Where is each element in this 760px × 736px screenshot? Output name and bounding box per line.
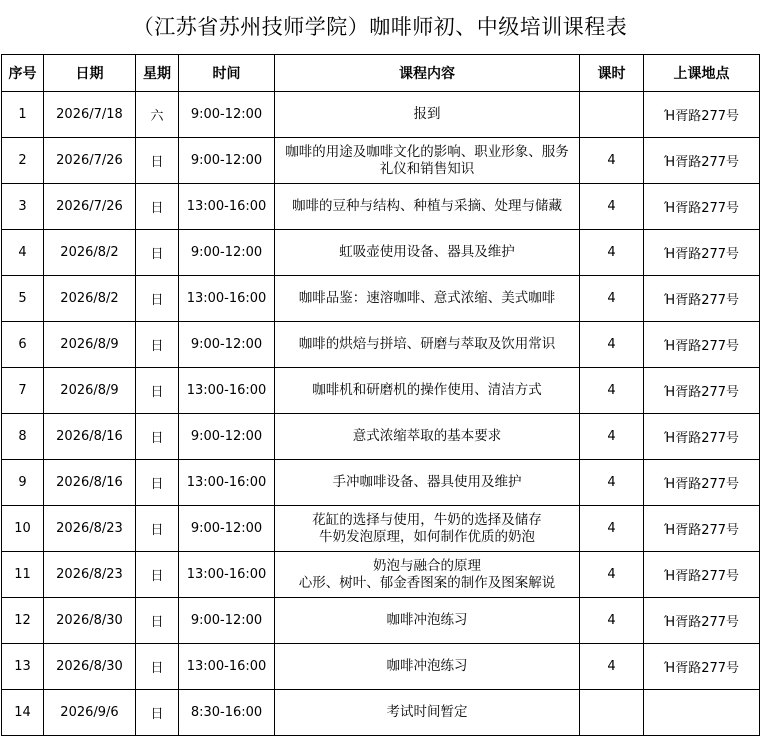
- cell-no: 13: [2, 644, 44, 690]
- cell-date: 2026/8/30: [44, 598, 136, 644]
- content-line: 咖啡冲泡练习: [386, 658, 468, 674]
- table-row: [2, 598, 760, 644]
- cell-weekday: 日: [136, 644, 179, 690]
- content-line: 意式浓缩萃取的基本要求: [352, 428, 502, 444]
- content-line: 咖啡品鉴：速溶咖啡、意式浓缩、美式咖啡: [298, 290, 556, 306]
- cell-weekday: 日: [136, 368, 179, 414]
- table-row: [2, 138, 760, 184]
- table-row: [2, 644, 760, 690]
- cell-weekday: 日: [136, 552, 179, 598]
- cell-date: 2026/7/26: [44, 138, 136, 184]
- cell-hours: 4: [580, 460, 644, 506]
- cell-no: 11: [2, 552, 44, 598]
- cell-content: [275, 276, 580, 322]
- cell-time: 9:00-12:00: [179, 598, 275, 644]
- cell-hours: 4: [580, 644, 644, 690]
- header-row: [2, 55, 760, 92]
- cell-place: Ή胥路277号: [644, 92, 760, 138]
- cell-hours: 4: [580, 598, 644, 644]
- cell-hours: 4: [580, 414, 644, 460]
- table-row: [2, 92, 760, 138]
- content-line: 咖啡的豆种与结构、种植与采摘、处理与储藏: [292, 198, 562, 214]
- cell-place: Ή胥路277号: [644, 276, 760, 322]
- header-time: 时间: [179, 55, 275, 92]
- table-row: [2, 230, 760, 276]
- cell-time: 13:00-16:00: [179, 184, 275, 230]
- cell-weekday: 日: [136, 322, 179, 368]
- cell-place: Ή胥路277号: [644, 184, 760, 230]
- cell-no: 3: [2, 184, 44, 230]
- cell-no: 7: [2, 368, 44, 414]
- table-row: [2, 276, 760, 322]
- table-row: [2, 506, 760, 552]
- header-weekday: 星期: [136, 55, 179, 92]
- cell-time: 9:00-12:00: [179, 414, 275, 460]
- cell-hours: [580, 690, 644, 736]
- cell-hours: 4: [580, 322, 644, 368]
- cell-content: [275, 460, 580, 506]
- content-line: 礼仪和销售知识: [379, 160, 475, 177]
- cell-no: 4: [2, 230, 44, 276]
- cell-date: 2026/8/16: [44, 414, 136, 460]
- cell-date: 2026/8/9: [44, 368, 136, 414]
- page-title: （江苏省苏州技师学院）咖啡师初、中级培训课程表: [132, 15, 628, 39]
- cell-hours: 4: [580, 230, 644, 276]
- cell-weekday: 日: [136, 598, 179, 644]
- cell-time: 9:00-12:00: [179, 506, 275, 552]
- cell-content: [275, 598, 580, 644]
- cell-time: 8:30-16:00: [179, 690, 275, 736]
- content-line: 咖啡冲泡练习: [386, 612, 468, 628]
- content-line: 花缸的选择与使用，牛奶的选择及储存: [312, 511, 542, 528]
- cell-date: 2026/8/30: [44, 644, 136, 690]
- content-line: 手冲咖啡设备、器具使用及维护: [332, 474, 522, 490]
- cell-no: 6: [2, 322, 44, 368]
- cell-place: Ή胥路277号: [644, 230, 760, 276]
- cell-time: 13:00-16:00: [179, 368, 275, 414]
- table-row: [2, 552, 760, 598]
- content-line: 咖啡机和研磨机的操作使用、清洁方式: [312, 382, 542, 398]
- table-row: [2, 690, 760, 736]
- cell-content: [275, 552, 580, 598]
- content-line: 心形、树叶、郁金香图案的制作及图案解说: [298, 574, 556, 591]
- cell-place: [644, 690, 760, 736]
- cell-date: 2026/8/23: [44, 506, 136, 552]
- cell-content: [275, 230, 580, 276]
- schedule-table: [1, 54, 760, 736]
- cell-hours: 4: [580, 552, 644, 598]
- cell-no: 10: [2, 506, 44, 552]
- header-date: 日期: [44, 55, 136, 92]
- cell-place: Ή胥路277号: [644, 460, 760, 506]
- cell-place: Ή胥路277号: [644, 644, 760, 690]
- cell-content: [275, 92, 580, 138]
- cell-time: 9:00-12:00: [179, 92, 275, 138]
- table-row: [2, 322, 760, 368]
- cell-place: Ή胥路277号: [644, 414, 760, 460]
- cell-hours: 4: [580, 276, 644, 322]
- header-content: 课程内容: [275, 55, 580, 92]
- cell-time: 13:00-16:00: [179, 552, 275, 598]
- cell-content: [275, 138, 580, 184]
- cell-weekday: 日: [136, 506, 179, 552]
- cell-no: 14: [2, 690, 44, 736]
- cell-content: [275, 506, 580, 552]
- header-no: 序号: [2, 55, 44, 92]
- cell-time: 13:00-16:00: [179, 276, 275, 322]
- cell-weekday: 日: [136, 460, 179, 506]
- cell-date: 2026/8/9: [44, 322, 136, 368]
- content-line: 咖啡的烘焙与拼培、研磨与萃取及饮用常识: [298, 336, 556, 352]
- cell-time: 9:00-12:00: [179, 230, 275, 276]
- cell-place: Ή胥路277号: [644, 368, 760, 414]
- cell-hours: [580, 92, 644, 138]
- cell-content: [275, 368, 580, 414]
- table-row: [2, 184, 760, 230]
- cell-place: Ή胥路277号: [644, 506, 760, 552]
- cell-content: [275, 644, 580, 690]
- cell-content: [275, 414, 580, 460]
- cell-weekday: 日: [136, 690, 179, 736]
- cell-date: 2026/7/26: [44, 184, 136, 230]
- cell-time: 9:00-12:00: [179, 322, 275, 368]
- content-line: 考试时间暂定: [386, 704, 468, 720]
- cell-weekday: 日: [136, 276, 179, 322]
- cell-place: Ή胥路277号: [644, 322, 760, 368]
- cell-no: 1: [2, 92, 44, 138]
- cell-date: 2026/8/2: [44, 276, 136, 322]
- cell-hours: 4: [580, 506, 644, 552]
- cell-weekday: 日: [136, 230, 179, 276]
- cell-hours: 4: [580, 368, 644, 414]
- cell-no: 5: [2, 276, 44, 322]
- cell-date: 2026/8/2: [44, 230, 136, 276]
- cell-date: 2026/7/18: [44, 92, 136, 138]
- content-line: 奶泡与融合的原理: [373, 557, 481, 574]
- cell-weekday: 六: [136, 92, 179, 138]
- cell-date: 2026/8/16: [44, 460, 136, 506]
- header-hours: 课时: [580, 55, 644, 92]
- cell-weekday: 日: [136, 138, 179, 184]
- cell-weekday: 日: [136, 414, 179, 460]
- cell-time: 9:00-12:00: [179, 138, 275, 184]
- cell-hours: 4: [580, 184, 644, 230]
- header-place: 上课地点: [644, 55, 760, 92]
- cell-place: Ή胥路277号: [644, 138, 760, 184]
- cell-time: 13:00-16:00: [179, 644, 275, 690]
- table-row: [2, 368, 760, 414]
- cell-place: Ή胥路277号: [644, 552, 760, 598]
- cell-weekday: 日: [136, 184, 179, 230]
- cell-no: 9: [2, 460, 44, 506]
- table-row: [2, 414, 760, 460]
- cell-place: Ή胥路277号: [644, 598, 760, 644]
- cell-no: 12: [2, 598, 44, 644]
- cell-no: 8: [2, 414, 44, 460]
- content-line: 咖啡的用途及咖啡文化的影响、职业形象、服务: [285, 143, 569, 160]
- content-line: 报到: [413, 106, 441, 122]
- cell-date: 2026/8/23: [44, 552, 136, 598]
- cell-time: 13:00-16:00: [179, 460, 275, 506]
- content-line: 虹吸壶使用设备、器具及维护: [339, 244, 515, 260]
- cell-date: 2026/9/6: [44, 690, 136, 736]
- cell-hours: 4: [580, 138, 644, 184]
- cell-content: [275, 690, 580, 736]
- cell-content: [275, 184, 580, 230]
- cell-no: 2: [2, 138, 44, 184]
- content-line: 牛奶发泡原理，如何制作优质的奶泡: [319, 528, 535, 545]
- cell-content: [275, 322, 580, 368]
- table-row: [2, 460, 760, 506]
